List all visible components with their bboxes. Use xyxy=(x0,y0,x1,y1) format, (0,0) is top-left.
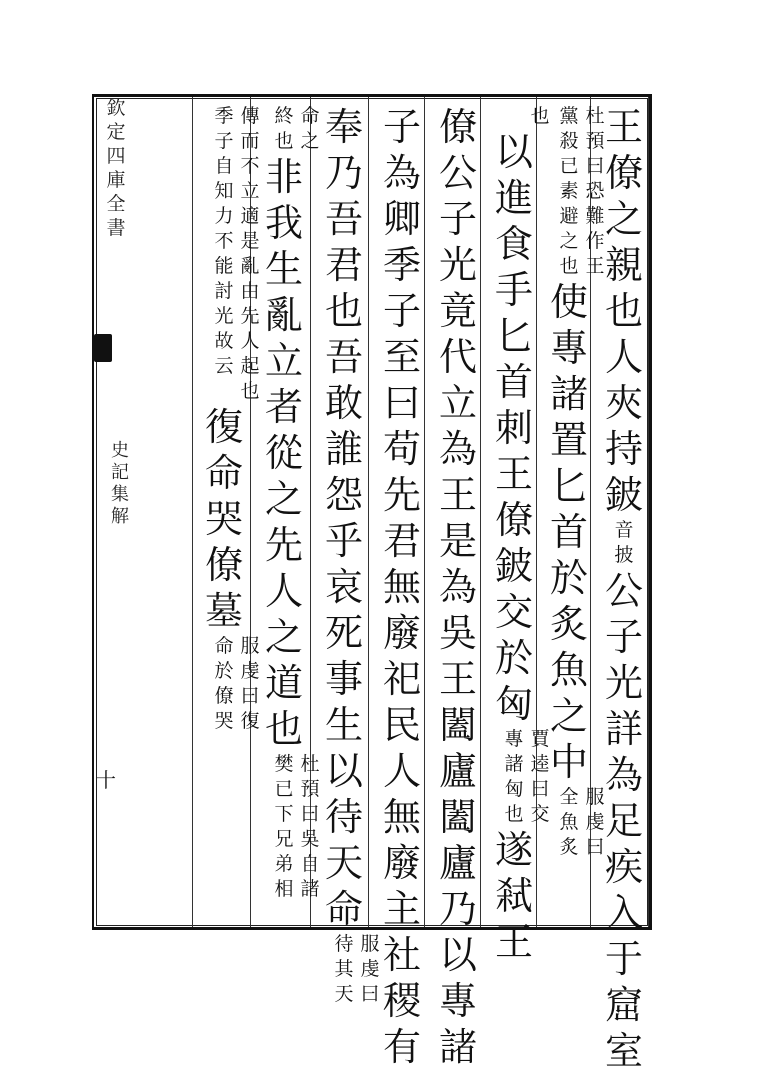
commentary-left: 黨 殺 已 素 避 之 也 xyxy=(559,105,579,277)
column-rule xyxy=(192,97,193,927)
commentary-left: 全 魚 炙 xyxy=(559,786,579,858)
commentary-left: 終 也 xyxy=(274,105,294,152)
commentary-left xyxy=(488,104,514,129)
commentary-left: 待 其 天 xyxy=(334,933,354,1005)
fish-tail-mark-icon xyxy=(94,334,112,362)
main-text: 子 為 卿 季 子 至 曰 苟 先 君 無 廢 祀 民 人 無 廢 主 社 稷 有 xyxy=(382,105,421,1069)
main-text: 復 命 哭 僚 墓 xyxy=(204,405,243,633)
commentary-note xyxy=(543,104,605,279)
main-text: 奉 乃 吾 君 也 吾 敢 誰 怨 乎 哀 死 事 生 以 待 天 命 xyxy=(324,105,363,931)
text-column xyxy=(488,104,550,964)
commentary-right: 命 之 xyxy=(300,105,320,152)
edge-label: 欽 定 四 庫 全 書 xyxy=(106,97,126,239)
text-column xyxy=(432,104,484,1069)
commentary-right: 杜 預 曰 恐 難 作 王 xyxy=(585,105,605,277)
main-text: 非 我 生 亂 立 者 從 之 先 人 之 道 也 xyxy=(264,155,303,751)
main-text: 僚 公 子 光 竟 代 立 為 王 是 為 吳 王 闔 廬 闔 廬 乃 以 專 諸 xyxy=(438,105,477,1069)
commentary-right: 服 虔 曰 復 xyxy=(240,635,260,732)
commentary-right: 傳 而 不 立 適 是 亂 由 先 人 起 也 xyxy=(240,105,260,402)
commentary-note xyxy=(488,104,550,129)
text-column xyxy=(376,104,428,1069)
commentary-note xyxy=(488,727,550,827)
commentary-right: 賈 逵 曰 交 xyxy=(530,728,550,825)
commentary-right: 服 虔 曰 xyxy=(360,933,380,1005)
commentary-left: 樊 已 下 兄 弟 相 xyxy=(274,753,294,900)
commentary-note xyxy=(258,752,320,902)
commentary-note xyxy=(318,932,380,1007)
commentary-left: 命 於 僚 哭 xyxy=(214,635,234,732)
folio-number: 十 xyxy=(96,768,116,792)
commentary-right: 也 xyxy=(530,105,550,127)
main-text: 以 進 食 手 匕 首 刺 王 僚 鈹 交 於 匈 xyxy=(494,130,533,726)
main-text: 王 僚 之 親 也 人 夾 持 鈹 xyxy=(604,105,643,517)
section-title: 史 記 集 解 xyxy=(111,440,129,527)
main-text: 使 專 諸 置 匕 首 於 炙 魚 之 中 xyxy=(549,280,588,784)
text-column xyxy=(198,104,260,924)
main-text: 遂 弒 王 xyxy=(494,828,533,964)
commentary-right: 杜 預 曰 吳 自 諸 xyxy=(300,753,320,900)
commentary-left: 季 子 自 知 力 不 能 討 光 故 云 xyxy=(214,105,234,377)
commentary-left: 專 諸 匈 也 xyxy=(504,728,524,825)
main-text: 公 子 光 詳 為 足 疾 入 于 窟 室 xyxy=(604,569,643,1073)
commentary-note xyxy=(198,104,260,404)
commentary-note xyxy=(198,634,260,734)
pronunciation-note: 音 披 xyxy=(614,519,634,566)
commentary-right: 服 虔 曰 xyxy=(585,786,605,858)
